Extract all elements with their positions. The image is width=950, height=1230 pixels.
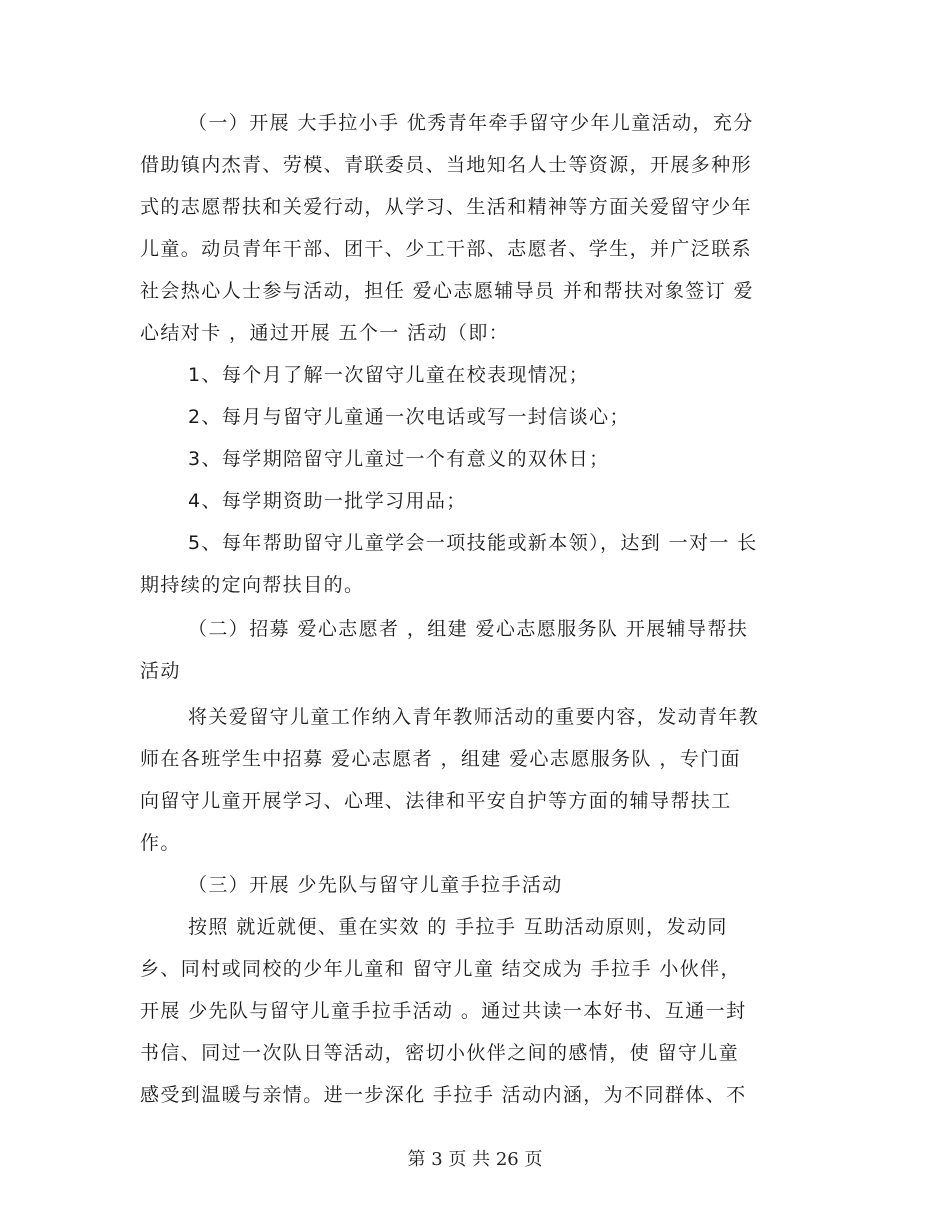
list-item: 4、每学期资助一批学习用品； [188, 490, 467, 512]
page-number-footer: 第 3 页 共 26 页 [407, 1149, 543, 1170]
paragraph-line: 作。 [140, 832, 181, 854]
paragraph-line: 心结对卡 ，通过开展 五个一 活动（即： [140, 322, 510, 344]
section-heading: 活动 [140, 660, 181, 682]
paragraph-line: 书信、同过一次队日等活动，密切小伙伴之间的感情，使 留守儿童 [140, 1042, 740, 1064]
paragraph-line: 感受到温暖与亲情。进一步深化 手拉手 活动内涵，为不同群体、不 [140, 1084, 747, 1106]
paragraph-line: 师在各班学生中招募 爱心志愿者 ，组建 爱心志愿服务队 ，专门面 [140, 748, 741, 770]
paragraph-line: 期持续的定向帮扶目的。 [140, 574, 365, 596]
list-item: 3、每学期陪留守儿童过一个有意义的双休日； [188, 448, 610, 470]
list-item: 1、每个月了解一次留守儿童在校表现情况； [188, 364, 590, 386]
paragraph-line: 开展 少先队与留守儿童手拉手活动 。通过共读一本好书、互通一封 [140, 1000, 747, 1022]
paragraph-line: 按照 就近就便、重在实效 的 手拉手 互助活动原则，发动同 [188, 916, 728, 938]
paragraph-line: 借助镇内杰青、劳模、青联委员、当地知名人士等资源，开展多种形 [140, 154, 753, 176]
section-heading: （三）开展 少先队与留守儿童手拉手活动 [188, 874, 563, 896]
paragraph-line: 乡、同村或同校的少年儿童和 留守儿童 结交成为 手拉手 小伙伴， [140, 958, 741, 980]
paragraph-line: 社会热心人士参与活动，担任 爱心志愿辅导员 并和帮扶对象签订 爱 [140, 280, 754, 302]
section-heading: （二）招募 爱心志愿者 ，组建 爱心志愿服务队 开展辅导帮扶 [188, 618, 749, 640]
paragraph-line: 式的志愿帮扶和关爱行动，从学习、生活和精神等方面关爱留守少年 [140, 196, 753, 218]
paragraph-line: 儿童。动员青年干部、团干、少工干部、志愿者、学生，并广泛联系 [140, 238, 753, 260]
paragraph-line: 将关爱留守儿童工作纳入青年教师活动的重要内容，发动青年教 [188, 706, 760, 728]
paragraph-line: 向留守儿童开展学习、心理、法律和平安自护等方面的辅导帮扶工 [140, 790, 732, 812]
list-item: 5、每年帮助留守儿童学会一项技能或新本领），达到 一对一 长 [188, 532, 758, 554]
paragraph-line: （一）开展 大手拉小手 优秀青年牵手留守少年儿童活动，充分 [188, 112, 754, 134]
list-item: 2、每月与留守儿童通一次电话或写一封信谈心； [188, 406, 630, 428]
